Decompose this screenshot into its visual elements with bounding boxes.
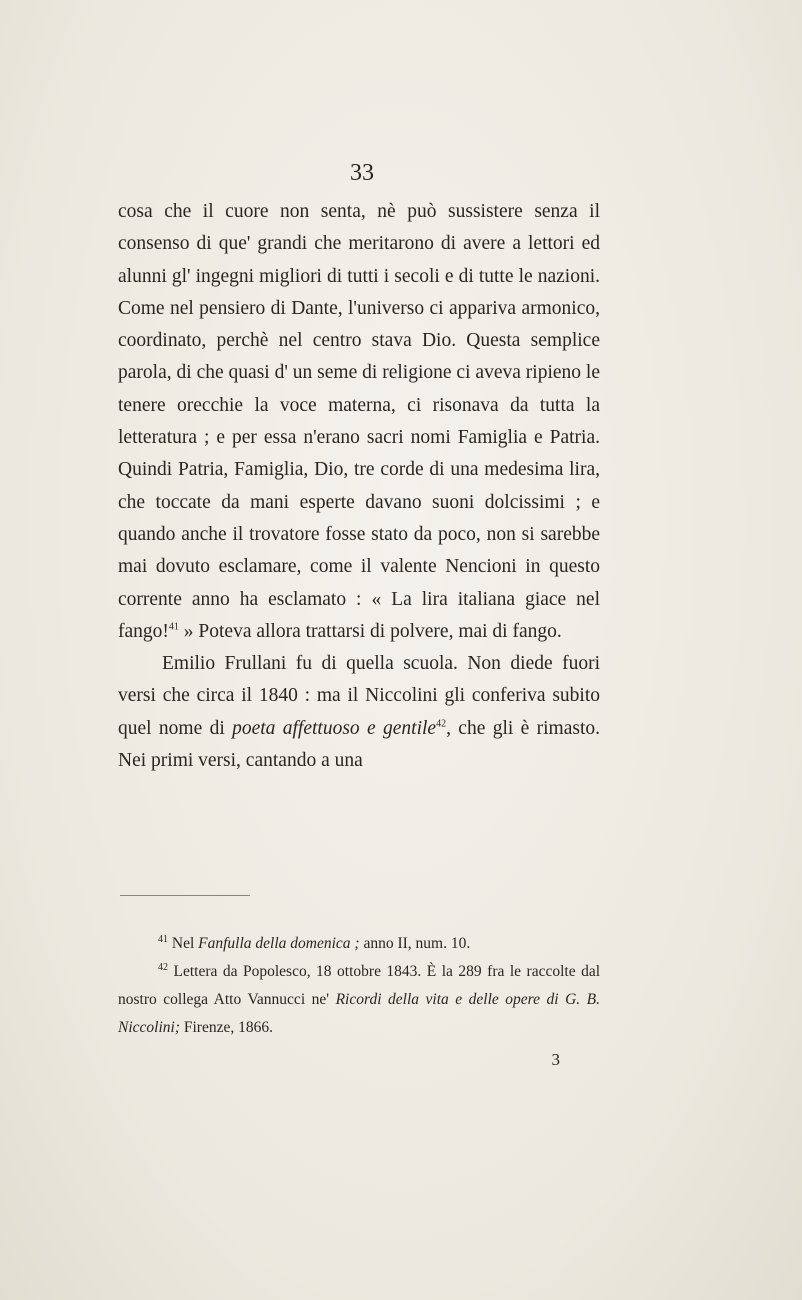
- footnote-text: Nel: [168, 935, 199, 952]
- footnote-italic: Fanfulla della domenica ;: [198, 935, 360, 952]
- footnote-divider: [120, 895, 250, 896]
- footnote-marker: 41: [158, 933, 168, 945]
- footnote-41: [118, 930, 600, 958]
- footnote-ref-42: 42: [436, 718, 447, 730]
- footnote-42: [118, 958, 600, 1042]
- paragraph-1-tail: » Poteva allora trattarsi di polvere, mai di fango.: [178, 620, 562, 642]
- main-text: [118, 196, 600, 777]
- footnote-italic: Ricordi della vita e delle opere di G. B. Niccolini;: [118, 991, 600, 1036]
- signature-mark: 3: [551, 1050, 560, 1069]
- footnote-text-tail: Firenze, 1866.: [180, 1019, 273, 1036]
- paragraph-2: [118, 648, 600, 777]
- footnote-marker: 42: [158, 961, 168, 973]
- paragraph-2-tail: , che gli è rimasto. Nei primi versi, cantando a una: [118, 717, 600, 772]
- paragraph-1: [118, 196, 600, 648]
- footnote-text: Lettera da Popolesco, 18 ottobre 1843. È la 289 fra le raccolte dal nostro collega Atto Vannucci ne': [118, 963, 600, 1008]
- footnotes: [118, 930, 600, 1042]
- page-number: 33: [350, 160, 374, 186]
- footnote-ref-41: 41: [168, 621, 179, 633]
- footnote-text-tail: anno II, num. 10.: [359, 935, 471, 952]
- paragraph-1-text: cosa che il cuore non senta, nè può sussistere senza il consenso di que' grandi che meritarono di avere a lettori ed alunni gl' ingegni migliori di tutti i secoli e di tutte le nazioni. Come nel pensiero di Dante, l'universo ci appariva armonico, coordinato, perchè nel centro stava Dio. Questa semplice parola, di che quasi d' un seme di religione ci aveva ripieno le tenere orecchie la voce materna, ci risonava da tutta la letteratura ; e per essa n'erano sacri nomi Famiglia e Patria. Quindi Patria, Famiglia, Dio, tre corde di una medesima lira, che toccate da mani esperte davano suoni dolcissimi ; e quando anche il trovatore fosse stato da poco, non si sarebbe mai dovuto esclamare, come il valente Nencioni in questo corrente anno ha esclamato : « La lira italiana giace nel fango!: [118, 201, 600, 642]
- paragraph-2-text: Emilio Frullani fu di quella scuola. Non diede fuori versi che circa il 1840 : ma il Niccolini gli conferiva subito quel nome di: [118, 653, 600, 739]
- italic-quote: poeta affettuoso e gentile: [232, 717, 437, 739]
